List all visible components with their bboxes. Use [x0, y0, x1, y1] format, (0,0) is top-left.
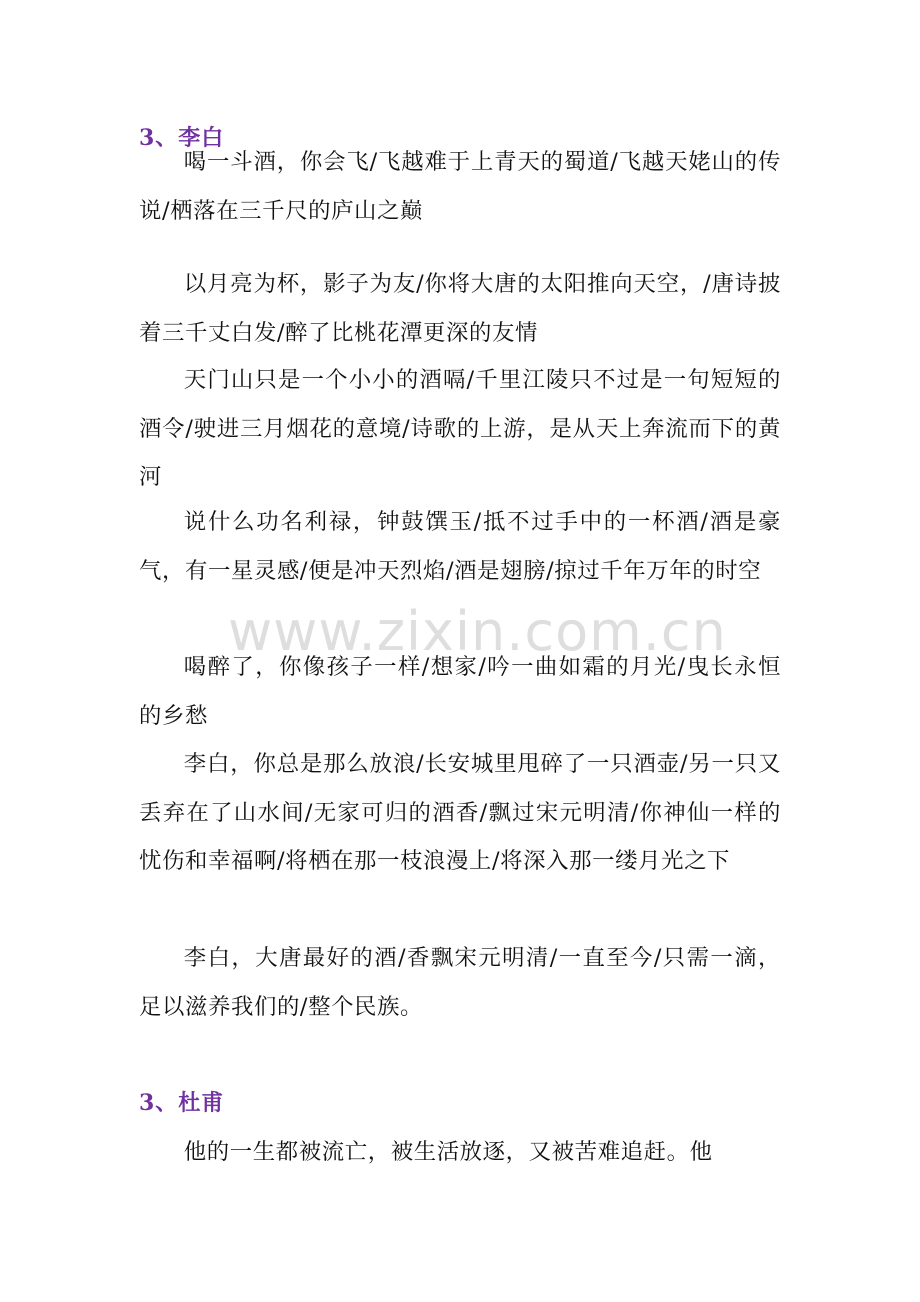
poem-paragraph-6: 李白，你总是那么放浪/长安城里甩碎了一只酒壶/另一只又丢弃在了山水间/无家可归的酒香/飘过宋元明清/你神仙一样的忧伤和幸福啊/将栖在那一枝浪漫上/将深入那一缕月光之下 [139, 751, 781, 875]
poem-paragraph-3: 天门山只是一个小小的酒嗝/千里江陵只不过是一句短短的酒令/驶进三月烟花的意境/诗歌的上游，是从天上奔流而下的黄河 [139, 367, 781, 491]
watermark-text: www.zixin.com.cn [228, 600, 727, 663]
poem-paragraph-4: 说什么功名利禄，钟鼓馔玉/抵不过手中的一杯酒/酒是豪气，有一星灵感/便是冲天烈焰/酒是翅膀/掠过千年万年的时空 [139, 509, 781, 584]
section-heading-dufu: 3、杜甫 [139, 1090, 225, 1116]
poem-paragraph-1: 喝一斗酒，你会飞/飞越难于上青天的蜀道/飞越天姥山的传说/栖落在三千尺的庐山之巅 [139, 149, 781, 224]
dufu-paragraph-1: 他的一生都被流亡，被生活放逐，又被苦难追赶。他 [183, 1139, 713, 1165]
poem-paragraph-2: 以月亮为杯，影子为友/你将大唐的太阳推向天空，/唐诗披着三千丈白发/醉了比桃花潭更深的友情 [139, 271, 781, 346]
poem-paragraph-5: 喝醉了，你像孩子一样/想家/吟一曲如霜的月光/曳长永恒的乡愁 [139, 654, 781, 729]
poem-paragraph-7: 李白，大唐最好的酒/香飘宋元明清/一直至今/只需一滴，足以滋养我们的/整个民族。 [139, 945, 781, 1020]
section-heading-libai: 3、李白 [139, 125, 225, 151]
